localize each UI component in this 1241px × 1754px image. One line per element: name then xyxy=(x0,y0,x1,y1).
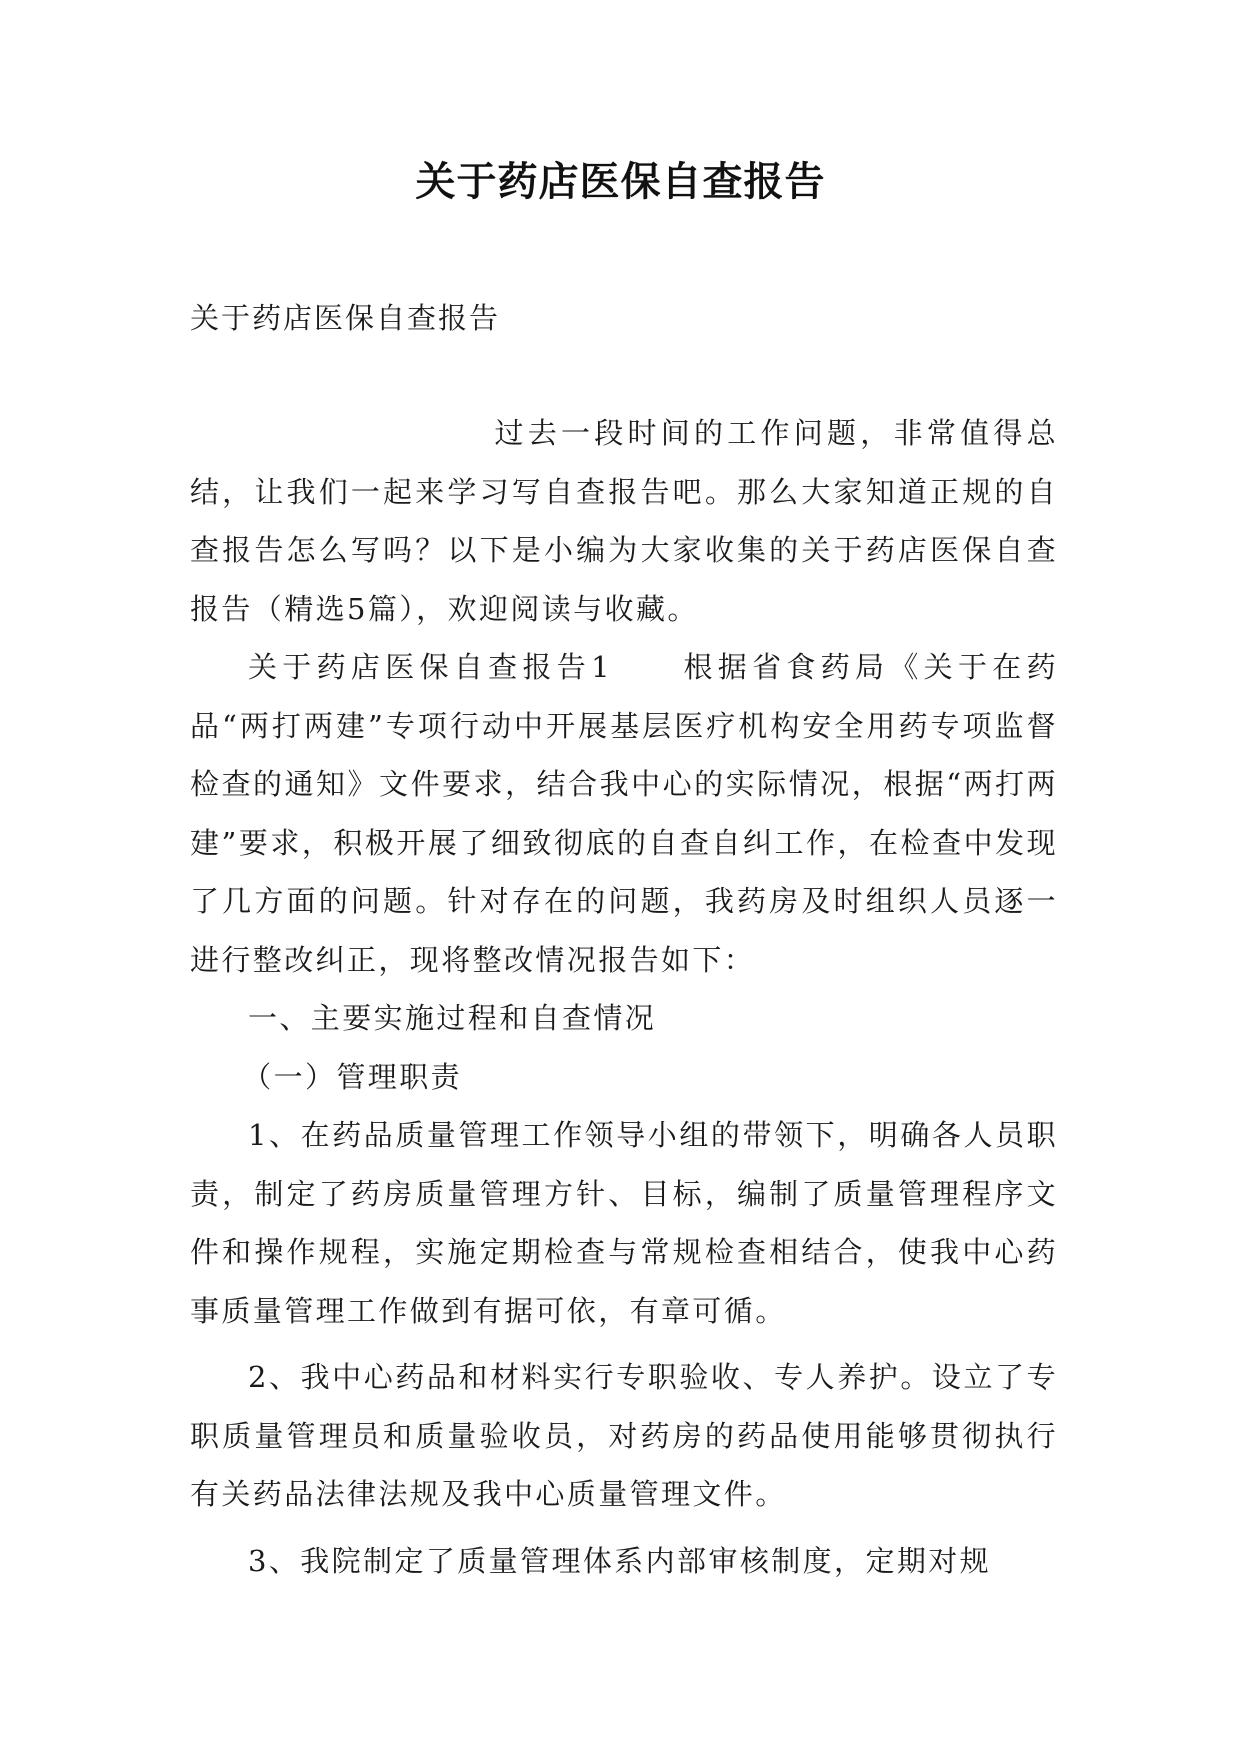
document-body xyxy=(190,404,1058,1590)
report-1-paragraph: 关于药店医保自查报告1 根据省食药局《关于在药品“两打两建”专项行动中开展基层医疗机构安全用药专项监督检查的通知》文件要求，结合我中心的实际情况，根据“两打两建”要求，积极开展了细致彻底的自查自纠工作，在检查中发现了几方面的问题。针对存在的问题，我药房及时组织人员逐一进行整改纠正，现将整改情况报告如下： xyxy=(190,650,1058,977)
section-heading-1: 一、主要实施过程和自查情况 xyxy=(248,1001,657,1035)
document-title: 关于药店医保自查报告 xyxy=(415,159,826,205)
subsection-heading-1: （一）管理职责 xyxy=(242,1059,462,1094)
list-item-3: 3、我院制定了质量管理体系内部审核制度，定期对规 xyxy=(248,1543,992,1578)
document-subtitle: 关于药店医保自查报告 xyxy=(190,301,501,335)
list-item-2: 2、我中心药品和材料实行专职验收、专人养护。设立了专职质量管理员和质量验收员，对药房的药品使用能够贯彻执行有关药品法律法规及我中心质量管理文件。 xyxy=(190,1360,1058,1511)
intro-paragraph: 过去一段时间的工作问题，非常值得总结，让我们一起来学习写自查报告吧。那么大家知道正规的自查报告怎么写吗？以下是小编为大家收集的关于药店医保自查报告（精选5篇），欢迎阅读与收藏。 xyxy=(190,416,1058,626)
list-item-1: 1、在药品质量管理工作领导小组的带领下，明确各人员职责，制定了药房质量管理方针、目标，编制了质量管理程序文件和操作规程，实施定期检查与常规检查相结合，使我中心药事质量管理工作做到有据可依，有章可循。 xyxy=(190,1118,1058,1328)
